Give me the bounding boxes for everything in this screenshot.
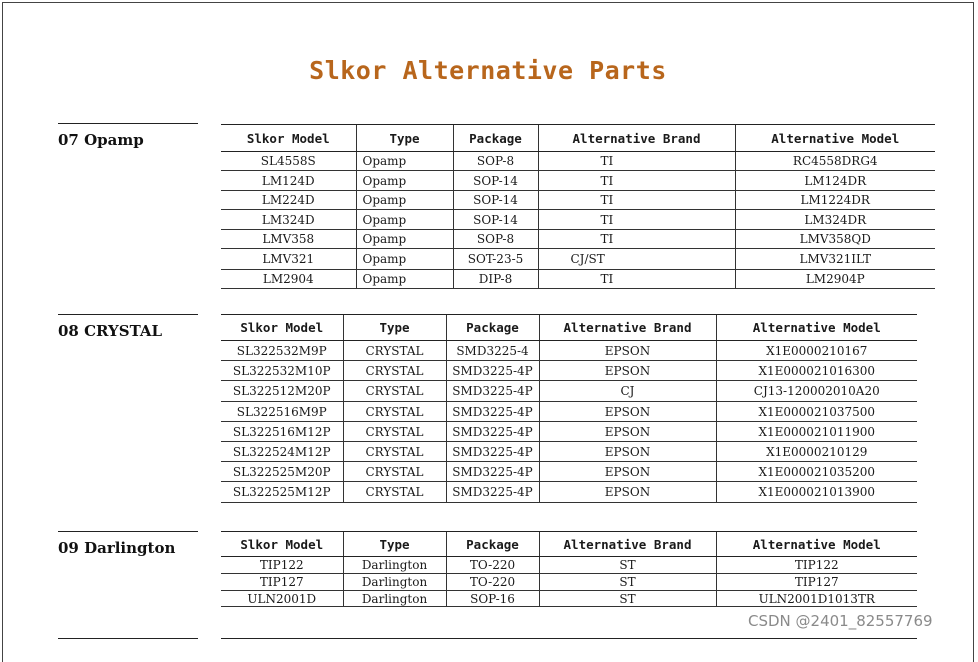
cell-alt-brand: EPSON: [539, 341, 716, 361]
opamp-table: [221, 124, 935, 289]
section-title-opamp: 07 Opamp: [58, 131, 144, 149]
cell-alt-brand: CJ/ST: [538, 249, 735, 270]
cell-alt-brand: EPSON: [539, 422, 716, 442]
cell-alt-model: LM2904P: [735, 270, 935, 289]
cell-alt-brand: TI: [538, 191, 735, 210]
cell-alt-model: X1E000021037500: [716, 402, 917, 422]
cell-slkor-model: SL322524M12P: [221, 442, 343, 462]
table-row: [221, 341, 917, 361]
header-alternative-brand: Alternative Brand: [539, 315, 716, 341]
table-row: [221, 270, 935, 289]
table-row: [221, 381, 917, 402]
section-title-darlington: 09 Darlington: [58, 539, 176, 557]
header-alternative-brand: Alternative Brand: [538, 125, 735, 152]
cell-type: Opamp: [356, 171, 453, 191]
cell-slkor-model: LMV358: [221, 230, 356, 249]
header-slkor-model: Slkor Model: [221, 125, 356, 152]
cell-alt-model: RC4558DRG4: [735, 152, 935, 171]
cell-alt-model: TIP127: [716, 574, 917, 591]
next-table-rule: [221, 638, 917, 639]
cell-alt-model: X1E0000210167: [716, 341, 917, 361]
cell-alt-brand: EPSON: [539, 442, 716, 462]
table-row: [221, 171, 935, 191]
cell-alt-brand: EPSON: [539, 462, 716, 482]
cell-package: SOP-14: [453, 171, 538, 191]
cell-alt-model: LMV321ILT: [735, 249, 935, 270]
cell-package: SMD3225-4P: [446, 361, 539, 381]
cell-package: SMD3225-4P: [446, 442, 539, 462]
cell-alt-brand: ST: [539, 574, 716, 591]
document-title: Slkor Alternative Parts: [309, 56, 667, 85]
cell-type: CRYSTAL: [343, 422, 446, 442]
cell-alt-model: TIP122: [716, 557, 917, 574]
table-row: [221, 230, 935, 249]
cell-alt-brand: TI: [538, 270, 735, 289]
cell-alt-brand: CJ: [539, 381, 716, 402]
cell-package: TO-220: [446, 574, 539, 591]
cell-type: Darlington: [343, 591, 446, 607]
darlington-table: [221, 531, 917, 607]
cell-alt-brand: EPSON: [539, 361, 716, 381]
header-alternative-model: Alternative Model: [716, 315, 917, 341]
cell-slkor-model: SL322525M20P: [221, 462, 343, 482]
cell-slkor-model: SL322512M20P: [221, 381, 343, 402]
cell-slkor-model: SL322516M12P: [221, 422, 343, 442]
watermark-text: CSDN @2401_82557769: [748, 612, 933, 630]
cell-slkor-model: LM2904: [221, 270, 356, 289]
cell-alt-model: X1E000021011900: [716, 422, 917, 442]
table-row: [221, 361, 917, 381]
cell-package: SMD3225-4P: [446, 402, 539, 422]
cell-slkor-model: TIP127: [221, 574, 343, 591]
section-rule-opamp: [58, 123, 198, 124]
header-package: Package: [453, 125, 538, 152]
header-alternative-model: Alternative Model: [716, 532, 917, 557]
cell-package: SOP-14: [453, 210, 538, 230]
cell-type: CRYSTAL: [343, 482, 446, 503]
table-row: [221, 422, 917, 442]
cell-alt-brand: EPSON: [539, 402, 716, 422]
crystal-table: [221, 314, 917, 503]
cell-type: Opamp: [356, 210, 453, 230]
cell-slkor-model: ULN2001D: [221, 591, 343, 607]
cell-alt-brand: TI: [538, 230, 735, 249]
table-row: [221, 210, 935, 230]
cell-package: SMD3225-4: [446, 341, 539, 361]
cell-alt-model: X1E000021016300: [716, 361, 917, 381]
cell-package: SMD3225-4P: [446, 462, 539, 482]
table-row: [221, 482, 917, 503]
cell-package: SMD3225-4P: [446, 422, 539, 442]
header-type: Type: [356, 125, 453, 152]
cell-slkor-model: SL322532M10P: [221, 361, 343, 381]
cell-package: SOT-23-5: [453, 249, 538, 270]
cell-package: SOP-8: [453, 230, 538, 249]
cell-alt-model: X1E000021013900: [716, 482, 917, 503]
table-row: [221, 462, 917, 482]
cell-package: SMD3225-4P: [446, 381, 539, 402]
cell-slkor-model: LM324D: [221, 210, 356, 230]
cell-alt-brand: ST: [539, 557, 716, 574]
cell-type: Opamp: [356, 230, 453, 249]
cell-type: CRYSTAL: [343, 381, 446, 402]
cell-alt-model: LMV358QD: [735, 230, 935, 249]
header-slkor-model: Slkor Model: [221, 315, 343, 341]
table-row: [221, 557, 917, 574]
cell-alt-model: LM1224DR: [735, 191, 935, 210]
header-type: Type: [343, 315, 446, 341]
section-rule-crystal: [58, 314, 198, 315]
cell-type: Darlington: [343, 574, 446, 591]
cell-type: Opamp: [356, 152, 453, 171]
cell-alt-brand: EPSON: [539, 482, 716, 503]
cell-alt-model: ULN2001D1013TR: [716, 591, 917, 607]
table-row: [221, 591, 917, 607]
cell-slkor-model: TIP122: [221, 557, 343, 574]
cell-slkor-model: SL322525M12P: [221, 482, 343, 503]
cell-slkor-model: LMV321: [221, 249, 356, 270]
cell-type: CRYSTAL: [343, 341, 446, 361]
cell-type: CRYSTAL: [343, 361, 446, 381]
cell-package: SMD3225-4P: [446, 482, 539, 503]
header-package: Package: [446, 315, 539, 341]
cell-slkor-model: SL4558S: [221, 152, 356, 171]
cell-alt-brand: ST: [539, 591, 716, 607]
cell-alt-model: X1E0000210129: [716, 442, 917, 462]
cell-slkor-model: SL322516M9P: [221, 402, 343, 422]
cell-alt-brand: TI: [538, 152, 735, 171]
cell-slkor-model: SL322532M9P: [221, 341, 343, 361]
cell-package: SOP-16: [446, 591, 539, 607]
table-row: [221, 574, 917, 591]
section-title-crystal: 08 CRYSTAL: [58, 322, 163, 340]
cell-type: CRYSTAL: [343, 462, 446, 482]
cell-package: SOP-14: [453, 191, 538, 210]
cell-alt-model: CJ13-120002010A20: [716, 381, 917, 402]
cell-slkor-model: LM124D: [221, 171, 356, 191]
cell-alt-model: LM324DR: [735, 210, 935, 230]
table-row: [221, 249, 935, 270]
cell-type: CRYSTAL: [343, 442, 446, 462]
cell-package: SOP-8: [453, 152, 538, 171]
header-slkor-model: Slkor Model: [221, 532, 343, 557]
table-row: [221, 152, 935, 171]
cell-type: Opamp: [356, 270, 453, 289]
cell-alt-brand: TI: [538, 171, 735, 191]
cell-alt-model: X1E000021035200: [716, 462, 917, 482]
table-row: [221, 442, 917, 462]
section-rule-darlington: [58, 531, 198, 532]
cell-alt-model: LM124DR: [735, 171, 935, 191]
cell-package: TO-220: [446, 557, 539, 574]
cell-type: CRYSTAL: [343, 402, 446, 422]
table-row: [221, 402, 917, 422]
header-type: Type: [343, 532, 446, 557]
cell-package: DIP-8: [453, 270, 538, 289]
cell-type: Opamp: [356, 249, 453, 270]
header-alternative-model: Alternative Model: [735, 125, 935, 152]
cell-type: Darlington: [343, 557, 446, 574]
table-row: [221, 191, 935, 210]
cell-type: Opamp: [356, 191, 453, 210]
cell-alt-brand: TI: [538, 210, 735, 230]
header-alternative-brand: Alternative Brand: [539, 532, 716, 557]
next-section-rule: [58, 638, 198, 639]
cell-slkor-model: LM224D: [221, 191, 356, 210]
header-package: Package: [446, 532, 539, 557]
